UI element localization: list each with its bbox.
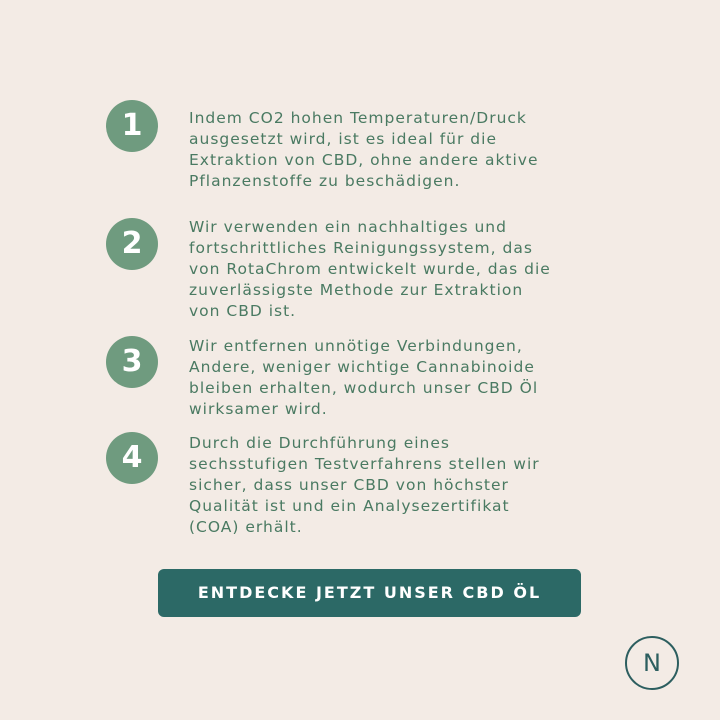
step-description: Indem CO2 hohen Temperaturen/Druck ausgesetzt wird, ist es ideal für die Extraktion von CBD, ohne andere aktive Pflanzenstoffe zu beschädigen. xyxy=(189,109,539,190)
step-description: Wir verwenden ein nachhaltiges und fortschrittliches Reinigungssystem, das von RotaChrom entwickelt wurde, das die zuverlässigste Methode zur Extraktion von CBD ist. xyxy=(189,218,551,320)
step-number-badge: 3 xyxy=(106,336,158,388)
step-description: Wir entfernen unnötige Verbindungen, Andere, weniger wichtige Cannabinoide bleiben erhalten, wodurch unser CBD Öl wirksamer wird. xyxy=(189,337,539,418)
discover-cbd-oil-button[interactable]: ENTDECKE JETZT UNSER CBD ÖL xyxy=(158,569,581,617)
step-description: Durch die Durchführung eines sechsstufigen Testverfahrens stellen wir sicher, dass unser CBD von höchster Qualität ist und ein Analysezertifikat (COA) erhält. xyxy=(189,434,540,536)
step-number-badge: 4 xyxy=(106,432,158,484)
step-number-badge: 2 xyxy=(106,218,158,270)
step-number-badge: 1 xyxy=(106,100,158,152)
brand-logo: N xyxy=(625,636,679,690)
